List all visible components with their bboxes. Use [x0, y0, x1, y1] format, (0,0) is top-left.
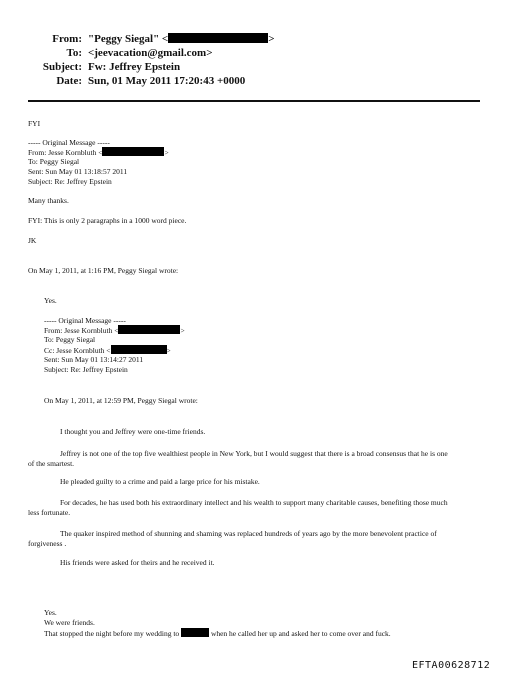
date-label: Date:: [56, 75, 82, 87]
orig1-to: To: Peggy Siegal: [28, 157, 80, 166]
orig2-cc: [44, 345, 171, 356]
orig1-from: [28, 147, 169, 158]
orig2-from-text: From: Jesse Kornbluth <: [44, 326, 119, 335]
orig2-from-close: >: [180, 326, 185, 335]
many-thanks-text: Many thanks.: [28, 196, 69, 205]
wrote2-text: On May 1, 2011, at 12:59 PM, Peggy Siegal wrote:: [44, 396, 198, 405]
orig2-cc-text: Cc: Jesse Kornbluth <: [44, 346, 111, 355]
orig1-title: ----- Original Message -----: [28, 138, 110, 147]
bates-number: EFTA00628712: [412, 660, 491, 671]
from-value: [88, 33, 274, 45]
orig2-title: ----- Original Message -----: [44, 316, 126, 325]
header-divider: [28, 100, 480, 102]
yes1-text: Yes.: [44, 296, 57, 305]
paragraph-5-line-2: forgiveness .: [28, 539, 67, 548]
from-label: From:: [52, 33, 82, 45]
fyi-text: FYI: [28, 119, 41, 128]
to-value: <jeevacation@gmail.com>: [88, 47, 213, 59]
orig2-cc-close: >: [166, 346, 171, 355]
jk-signature: JK: [28, 236, 37, 245]
from-close: >: [268, 33, 275, 45]
paragraph-2-line-1: Jeffrey is not one of the top five wealthiest people in New York, but I would suggest that there is a broad consensus that he is one: [60, 449, 448, 458]
redaction-box: [102, 147, 164, 156]
orig1-from-text: From: Jesse Kornbluth <: [28, 148, 103, 157]
subject-label: Subject:: [42, 61, 82, 73]
redaction-box: [181, 628, 209, 637]
paragraph-5-line-1: The quaker inspired method of shunning and shaming was replaced hundreds of years ago by the more benevolent practice of: [60, 529, 437, 538]
orig1-sent: Sent: Sun May 01 13:18:57 2011: [28, 167, 128, 176]
fyi2-text: FYI: This is only 2 paragraphs in a 1000 word piece.: [28, 216, 187, 225]
yes2-text: Yes.: [44, 608, 57, 617]
paragraph-3: He pleaded guilty to a crime and paid a large price for his mistake.: [60, 477, 260, 486]
subject-value: Fw: Jeffrey Epstein: [88, 61, 181, 73]
friends-text: We were friends.: [44, 618, 95, 627]
paragraph-4-line-2: less fortunate.: [28, 508, 71, 517]
redaction-box: [118, 325, 180, 334]
date-value: Sun, 01 May 2011 17:20:43 +0000: [88, 75, 246, 87]
orig2-to: To: Peggy Siegal: [44, 335, 96, 344]
to-label: To:: [66, 47, 82, 59]
orig1-subject: Subject: Re: Jeffrey Epstein: [28, 177, 112, 186]
paragraph-2-line-2: of the smartest.: [28, 459, 75, 468]
paragraph-4-line-1: For decades, he has used both his extraordinary intellect and his wealth to support many charitable causes, benefiting those much: [60, 498, 448, 507]
paragraph-1: I thought you and Jeffrey were one-time friends.: [60, 427, 206, 436]
from-name: "Peggy Siegal" <: [88, 33, 169, 45]
orig1-from-close: >: [164, 148, 169, 157]
stopped-text: [44, 628, 391, 639]
paragraph-6: His friends were asked for theirs and he received it.: [60, 558, 215, 567]
orig2-subject: Subject: Re: Jeffrey Epstein: [44, 365, 128, 374]
wrote1-text: On May 1, 2011, at 1:16 PM, Peggy Siegal wrote:: [28, 266, 179, 275]
orig2-from: [44, 325, 185, 336]
redaction-box: [168, 33, 268, 43]
stopped-text-b: when he called her up and asked her to come over and fuck.: [209, 629, 391, 638]
orig2-sent: Sent: Sun May 01 13:14:27 2011: [44, 355, 144, 364]
redaction-box: [111, 345, 167, 354]
stopped-text-a: That stopped the night before my wedding to: [44, 629, 180, 638]
